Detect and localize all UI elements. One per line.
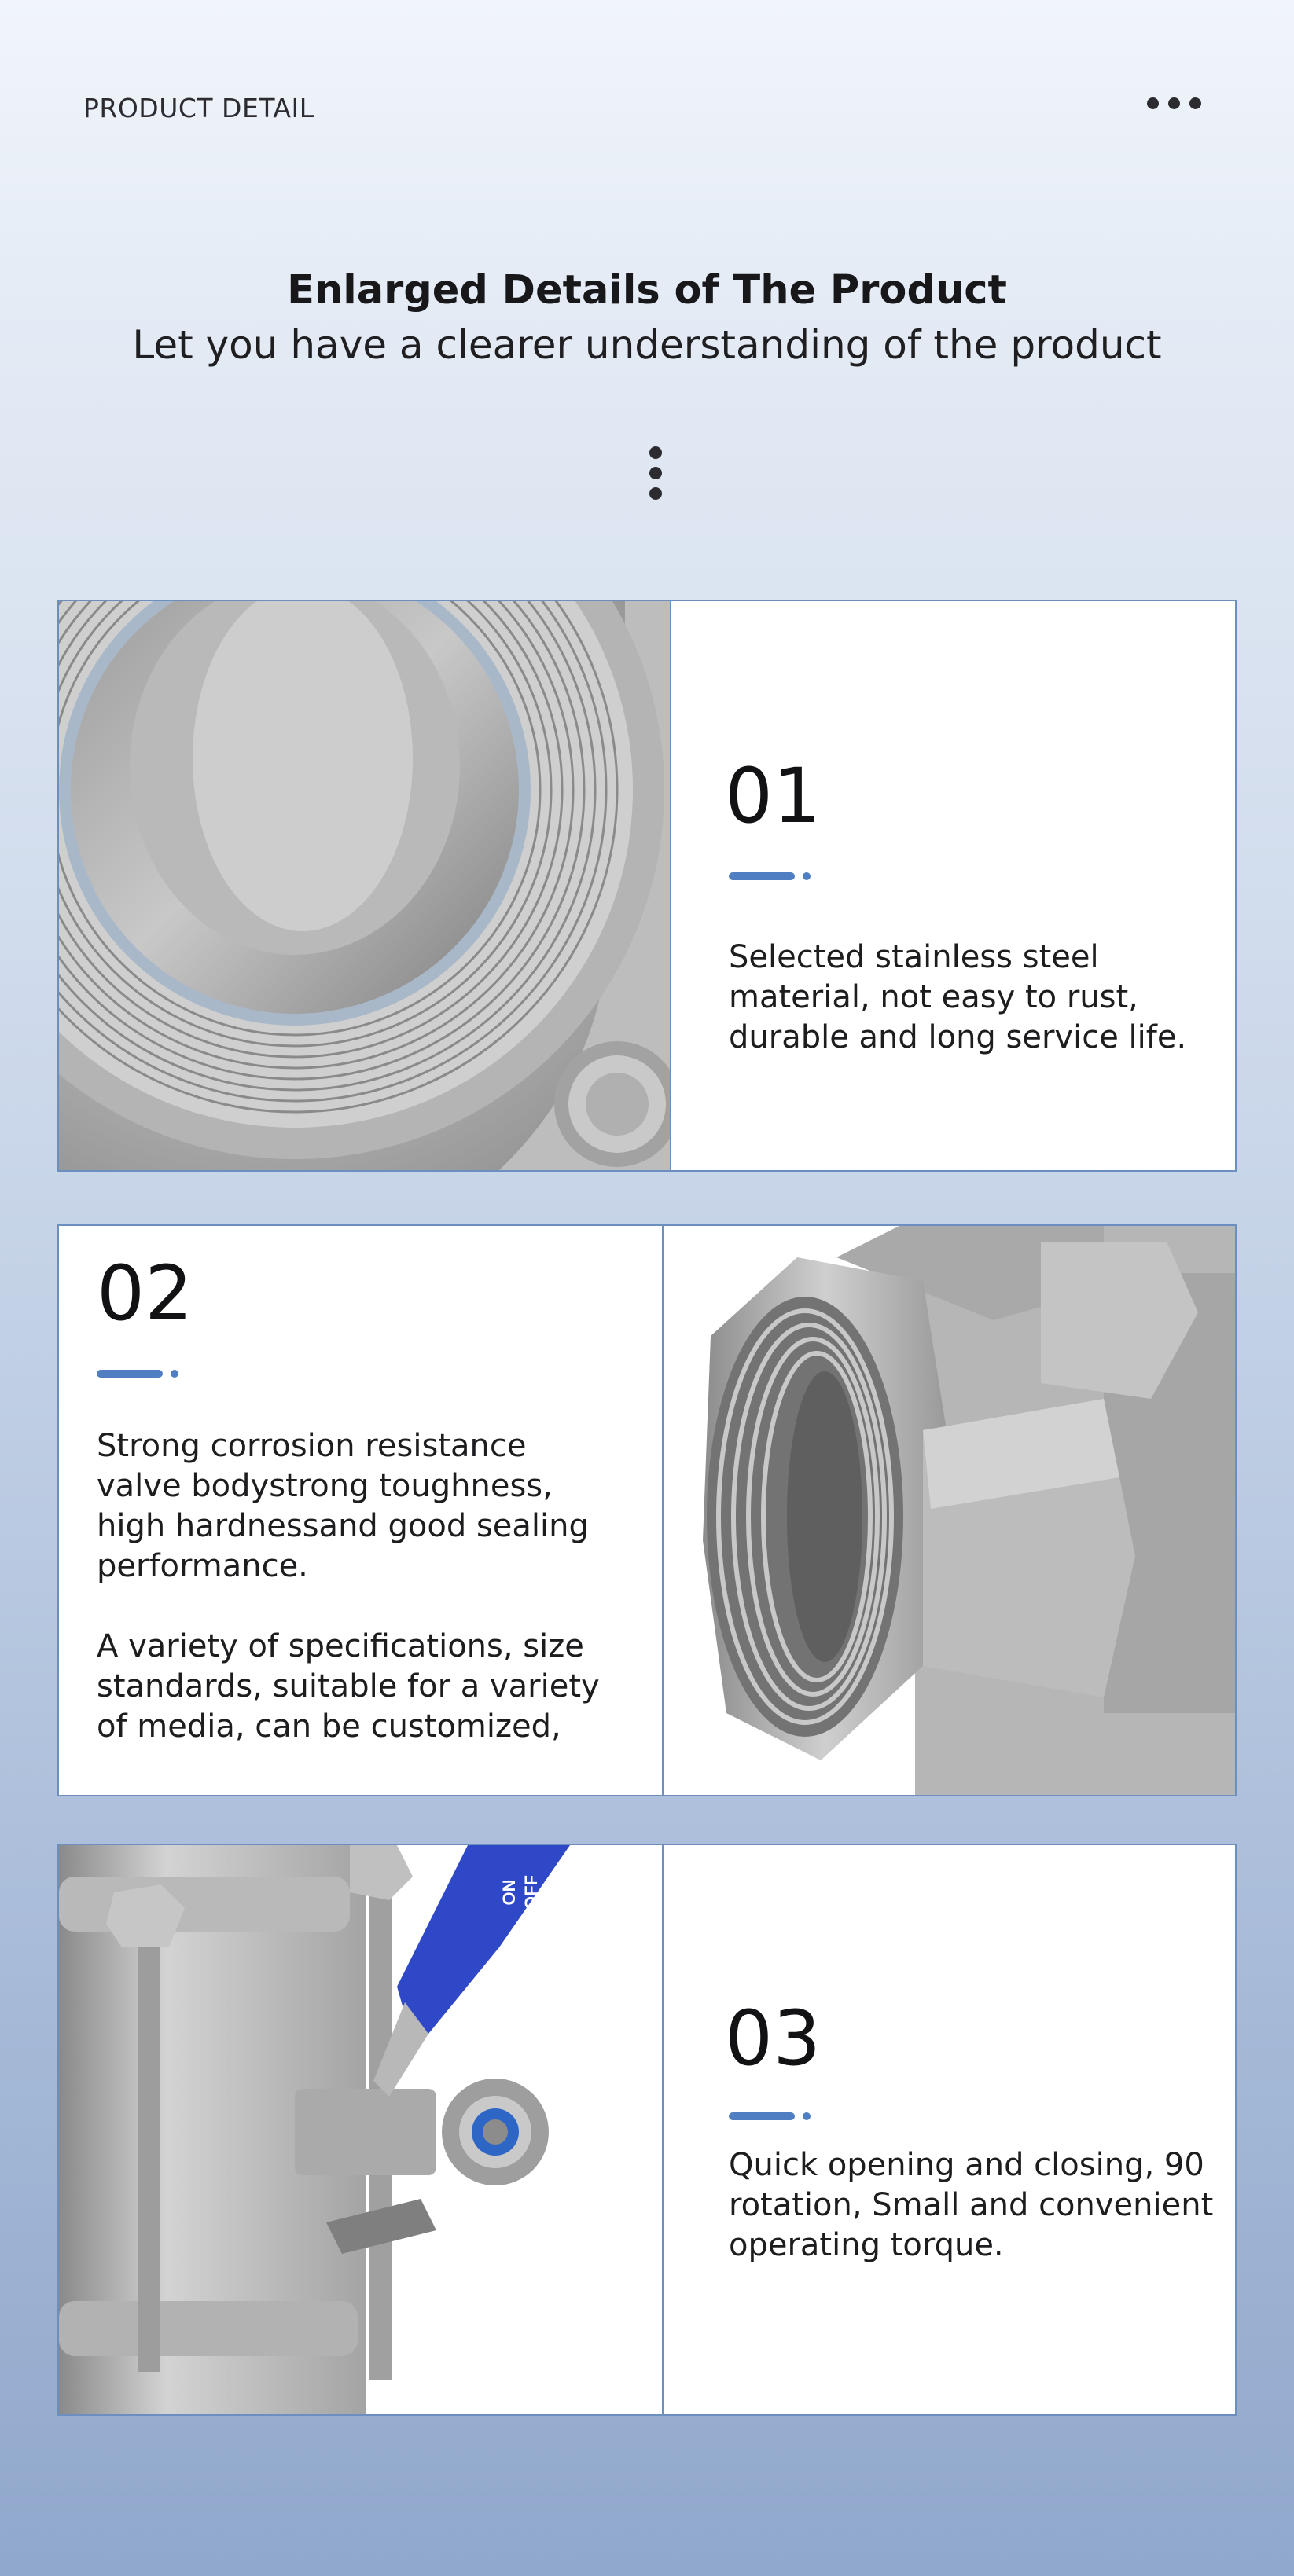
detail-card-02 <box>57 1224 1237 1796</box>
detail-paragraph: Selected stainless steel material, not easy to rust, durable and long service life. <box>729 939 1187 1055</box>
valve-handle-image <box>59 1845 662 2414</box>
valve-port-thread-image <box>59 601 670 1170</box>
detail-card-01 <box>57 600 1237 1172</box>
detail-paragraph: A variety of specifications, size standards, suitable for a variety of media, can be customized, <box>97 1628 600 1745</box>
page-title: Enlarged Details of The Product <box>287 267 1007 314</box>
detail-number: 01 <box>725 752 822 840</box>
more-vertical-icon <box>649 446 662 500</box>
valve-hex-body-image <box>664 1226 1235 1795</box>
detail-description <box>729 938 1216 1058</box>
accent-line <box>97 1370 178 1378</box>
detail-description <box>97 1426 600 1747</box>
more-horizontal-icon[interactable] <box>1147 97 1201 109</box>
card-divider <box>662 1845 664 2414</box>
detail-paragraph: Strong corrosion resistance valve bodystrong toughness, high hardnessand good sealing performance. <box>97 1428 589 1584</box>
section-label: PRODUCT DETAIL <box>83 93 314 123</box>
detail-description <box>729 2145 1216 2266</box>
accent-line <box>729 872 811 880</box>
accent-line <box>729 2112 811 2120</box>
card-divider <box>670 601 671 1170</box>
detail-number: 02 <box>97 1249 193 1338</box>
detail-number: 03 <box>725 1994 822 2082</box>
detail-card-03 <box>57 1844 1237 2416</box>
handle-off-label: OFF <box>521 1875 541 1910</box>
page-subtitle: Let you have a clearer understanding of the product <box>132 322 1162 368</box>
detail-paragraph: Quick opening and closing, 90 rotation, Small and convenient operating torque. <box>729 2147 1214 2263</box>
handle-on-label: ON <box>499 1879 519 1906</box>
